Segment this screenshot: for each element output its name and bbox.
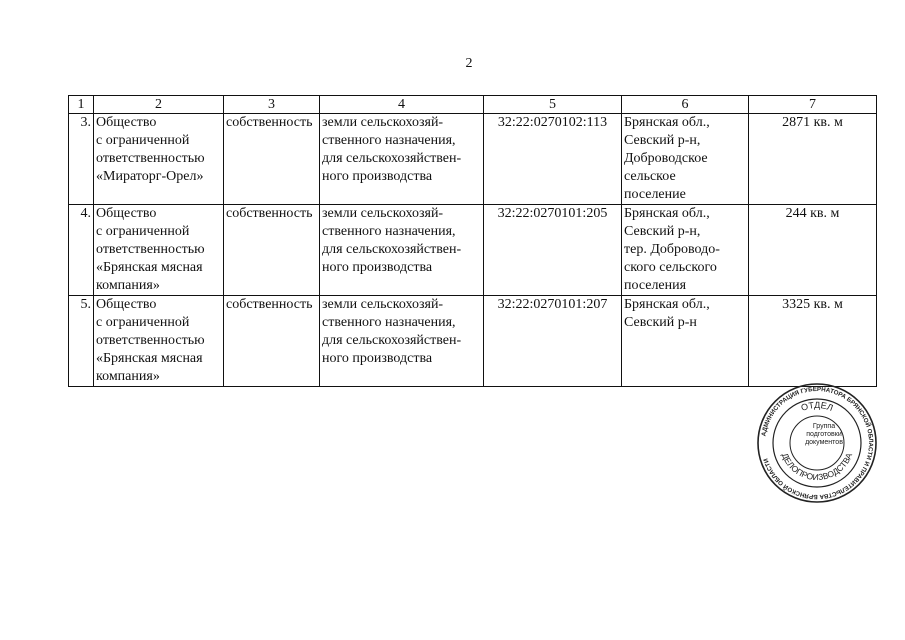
land-category-cell: [320, 114, 484, 205]
row-number: 5.: [69, 296, 94, 387]
area-cell: 3325 кв. м: [749, 296, 877, 387]
header-col-1: 1: [69, 96, 94, 114]
category-line: ного производства: [322, 169, 433, 184]
category-line: для сельскохозяйствен-: [322, 333, 462, 348]
header-col-4: 4: [320, 96, 484, 114]
owner-line: с ограниченной: [96, 315, 190, 330]
category-line: земли сельскохозяй-: [322, 115, 444, 130]
page-number: 2: [465, 56, 473, 71]
header-col-5: 5: [484, 96, 622, 114]
table-header-row: [69, 96, 877, 114]
location-line: Брянская обл.,: [624, 206, 710, 221]
category-line: ственного назначения,: [322, 133, 456, 148]
header-col-2: 2: [94, 96, 224, 114]
owner-line: компания»: [96, 369, 160, 384]
row-number: 4.: [69, 205, 94, 296]
location-cell: [622, 114, 749, 205]
stamp-middle-top-text: ОТДЕЛ: [799, 399, 835, 413]
stamp-outer-text: АДМИНИСТРАЦИЯ ГУБЕРНАТОРА БРЯНСКОЙ ОБЛАСТИ И ПРАВИТЕЛЬСТВА БРЯНСКОЙ ОБЛАСТИ: [760, 385, 875, 501]
row-number: 3.: [69, 114, 94, 205]
location-line: сельское: [624, 169, 676, 184]
location-cell: [622, 296, 749, 387]
cadastral-number-cell: 32:22:0270101:205: [484, 205, 622, 296]
area-cell: 2871 кв. м: [749, 114, 877, 205]
stamp-inner-text: [804, 423, 844, 447]
land-category-cell: [320, 296, 484, 387]
category-line: ственного назначения,: [322, 315, 456, 330]
category-line: ственного назначения,: [322, 224, 456, 239]
owner-cell: [94, 296, 224, 387]
location-line: поселение: [624, 187, 686, 202]
category-line: ного производства: [322, 351, 433, 366]
table-row: [69, 205, 877, 296]
table-row: [69, 296, 877, 387]
location-line: тер. Доброводо-: [624, 242, 720, 257]
category-line: для сельскохозяйствен-: [322, 242, 462, 257]
category-line: земли сельскохозяй-: [322, 206, 444, 221]
category-line: земли сельскохозяй-: [322, 297, 444, 312]
stamp-inner-line: документов: [805, 439, 843, 446]
right-type-cell: собственность: [224, 114, 320, 205]
owner-cell: [94, 114, 224, 205]
land-category-cell: [320, 205, 484, 296]
header-col-7: 7: [749, 96, 877, 114]
owner-line: «Брянская мясная: [96, 260, 203, 275]
header-col-6: 6: [622, 96, 749, 114]
owner-line: ответственностью: [96, 151, 205, 166]
location-line: поселения: [624, 278, 687, 293]
location-cell: [622, 205, 749, 296]
owner-line: ответственностью: [96, 333, 205, 348]
category-line: для сельскохозяйствен-: [322, 151, 462, 166]
right-type-cell: собственность: [224, 296, 320, 387]
cadastral-number-cell: 32:22:0270102:113: [484, 114, 622, 205]
location-line: Брянская обл.,: [624, 115, 710, 130]
location-line: ского сельского: [624, 260, 717, 275]
land-plots-table: [68, 95, 877, 387]
owner-line: Общество: [96, 297, 157, 312]
cadastral-number-cell: 32:22:0270101:207: [484, 296, 622, 387]
stamp-inner-line: Группа: [812, 423, 836, 430]
location-line: Севский р-н: [624, 315, 697, 330]
location-line: Севский р-н,: [624, 224, 701, 239]
right-type-cell: собственность: [224, 205, 320, 296]
owner-line: «Мираторг-Орел»: [96, 169, 204, 184]
area-cell: 244 кв. м: [749, 205, 877, 296]
owner-line: Общество: [96, 115, 157, 130]
owner-line: ответственностью: [96, 242, 205, 257]
owner-line: с ограниченной: [96, 224, 190, 239]
stamp-middle-bottom-text: ДЕЛОПРОИЗВОДСТВА: [779, 451, 855, 483]
stamp-inner-line: подготовки: [806, 431, 842, 438]
owner-line: с ограниченной: [96, 133, 190, 148]
category-line: ного производства: [322, 260, 433, 275]
owner-cell: [94, 205, 224, 296]
owner-line: компания»: [96, 278, 160, 293]
table-row: [69, 114, 877, 205]
header-col-3: 3: [224, 96, 320, 114]
owner-line: Общество: [96, 206, 157, 221]
location-line: Севский р-н,: [624, 133, 701, 148]
location-line: Брянская обл.,: [624, 297, 710, 312]
owner-line: «Брянская мясная: [96, 351, 203, 366]
location-line: Доброводское: [624, 151, 708, 166]
